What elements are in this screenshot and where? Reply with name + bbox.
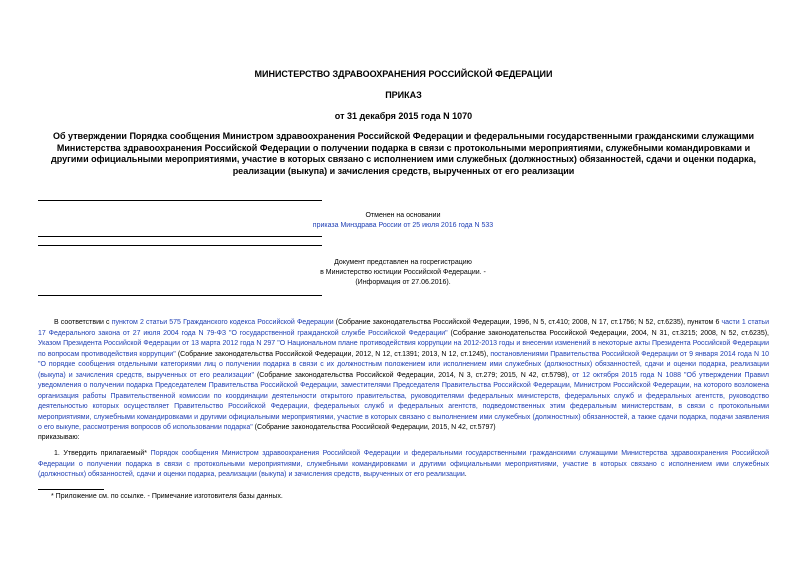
footnote: * Приложение см. по ссылке. - Примечание изготовителя базы данных. (51, 493, 283, 500)
preamble-text: (Собрание законодательства Российской Федерации, 2012, N 12, ст.1391; 2013, N 12, ст.1245), (175, 350, 491, 358)
item-1-text: . (464, 471, 467, 478)
government-resolution-1088-link[interactable]: от 12 октября 2015 года N 1088 "Об утверждении Правил уведомления о получении подарка Председателем Правительства Российской Федерации, заместителями Председателя Правительства Российской Федерации, Министром Российской Федерации, на которого возложена организация работы Правительственной комиссии по координации деятельности открытого правительства, руководителями федеральных министерств, федеральных служб и федеральных агентств, руководство деятельностью которых осуществляет Правительство Российской Федерации, федеральных служб и федеральных агентств, подведомственных этим федеральным министерствам, в связи с протокольными мероприятиями, служебными командировками и другими официальными мероприятиями, участие в которых связано с выполнением ими служебных (должностных) обязанностей, а также сдачи подарка, подачи заявления о его выкупе, рассмотрения вопросов об использовании подарка" (38, 371, 769, 431)
item-1-text: 1. Утвердить прилагаемый* (54, 450, 151, 457)
cancel-order-link[interactable]: приказа Минздрава России от 25 июля 2016 года N 533 (312, 222, 494, 229)
preamble-paragraph (38, 318, 769, 434)
registration-note-line: Документ представлен на госрегистрацию (334, 259, 472, 266)
registration-note-line: в Министерство юстиции Российской Федерации. - (320, 269, 486, 276)
ministry-heading: МИНИСТЕРСТВО ЗДРАВООХРАНЕНИЯ РОССИЙСКОЙ ФЕДЕРАЦИИ (254, 69, 553, 79)
cancel-note (300, 211, 506, 231)
divider-line (38, 236, 322, 237)
federal-law-link[interactable]: части 1 статьи 17 Федерального закона от 27 июля 2004 года N 79-ФЗ "О государственной гражданской службе Российской Федерации" (38, 319, 769, 337)
order-word: приказываю: (38, 434, 80, 441)
cancel-note-text: Отменен на основании (365, 212, 441, 219)
registration-note (300, 258, 506, 288)
preamble-text: (Собрание законодательства Российской Федерации, 2015, N 42, ст.5797) (252, 424, 496, 431)
document-title: Об утверждении Порядка сообщения Министром здравоохранения Российской Федерации и федеральными государственными гражданскими служащими Министерства здравоохранения Российской Федерации о получении подарка в связи с протокольными мероприятиями, служебными командировками и другими официальными мероприятиями, участие в которых связано с исполнением ими служебных (должностных) обязанностей, сдачи и оценки подарка, реализации (выкупа) и зачисления средств, вырученных от его реализации (51, 131, 756, 176)
civil-code-link[interactable]: пунктом 2 статьи 575 Гражданского кодекса Российской Федерации (111, 319, 334, 326)
divider-line (38, 245, 322, 246)
doc-type-heading: ПРИКАЗ (385, 90, 422, 100)
item-1-paragraph (38, 449, 769, 481)
divider-line (38, 200, 322, 201)
divider-line (38, 295, 322, 296)
footnote-divider (38, 489, 104, 490)
presidential-decree-link[interactable]: Указом Президента Российской Федерации от 13 марта 2012 года N 297 "О Национальном плане противодействия коррупции на 2012-2013 годы и внесении изменений в некоторые акты Президента Российской Федерации по вопросам противодействия коррупции" (38, 340, 769, 358)
registration-note-line: (Информация от 27.06.2016). (355, 279, 451, 286)
government-resolution-link[interactable]: постановлениями Правительства Российской Федерации от 9 января 2014 года N 10 "О порядке сообщения отдельными категориями лиц о получении подарка в связи с их должностным положением или исполнением ими служебных (должностных) обязанностей, сдачи и оценки подарка, реализации (выкупа) и зачисления средств, вырученных от его реализации" (38, 350, 769, 379)
preamble-text: В соответствии с (54, 319, 112, 326)
preamble-text: (Собрание законодательства Российской Федерации, 2004, N 31, ст.3215; 2008, N 52, ст.6235), (447, 329, 769, 337)
preamble-text: (Собрание законодательства Российской Федерации, 1996, N 5, ст.410; 2008, N 17, ст.1756; N 52, ст.6235), пунктом 6 (333, 319, 722, 326)
procedure-link[interactable]: Порядок сообщения Министром здравоохранения Российской Федерации и федеральными государственными гражданскими служащими Министерства здравоохранения Российской Федерации о получении подарка в связи с протокольными мероприятиями, служебными командировками и другими официальными мероприятиями, участие в которых связано с исполнением ими служебных (должностных) обязанностей, сдачи и оценки подарка, реализации (выкупа) и зачисления средств, вырученных от его реализации (38, 450, 769, 478)
preamble-text: (Собрание законодательства Российской Федерации, 2014, N 3, ст.279; 2015, N 42, ст.5798), (253, 371, 573, 379)
doc-date-number: от 31 декабря 2015 года N 1070 (334, 111, 473, 121)
